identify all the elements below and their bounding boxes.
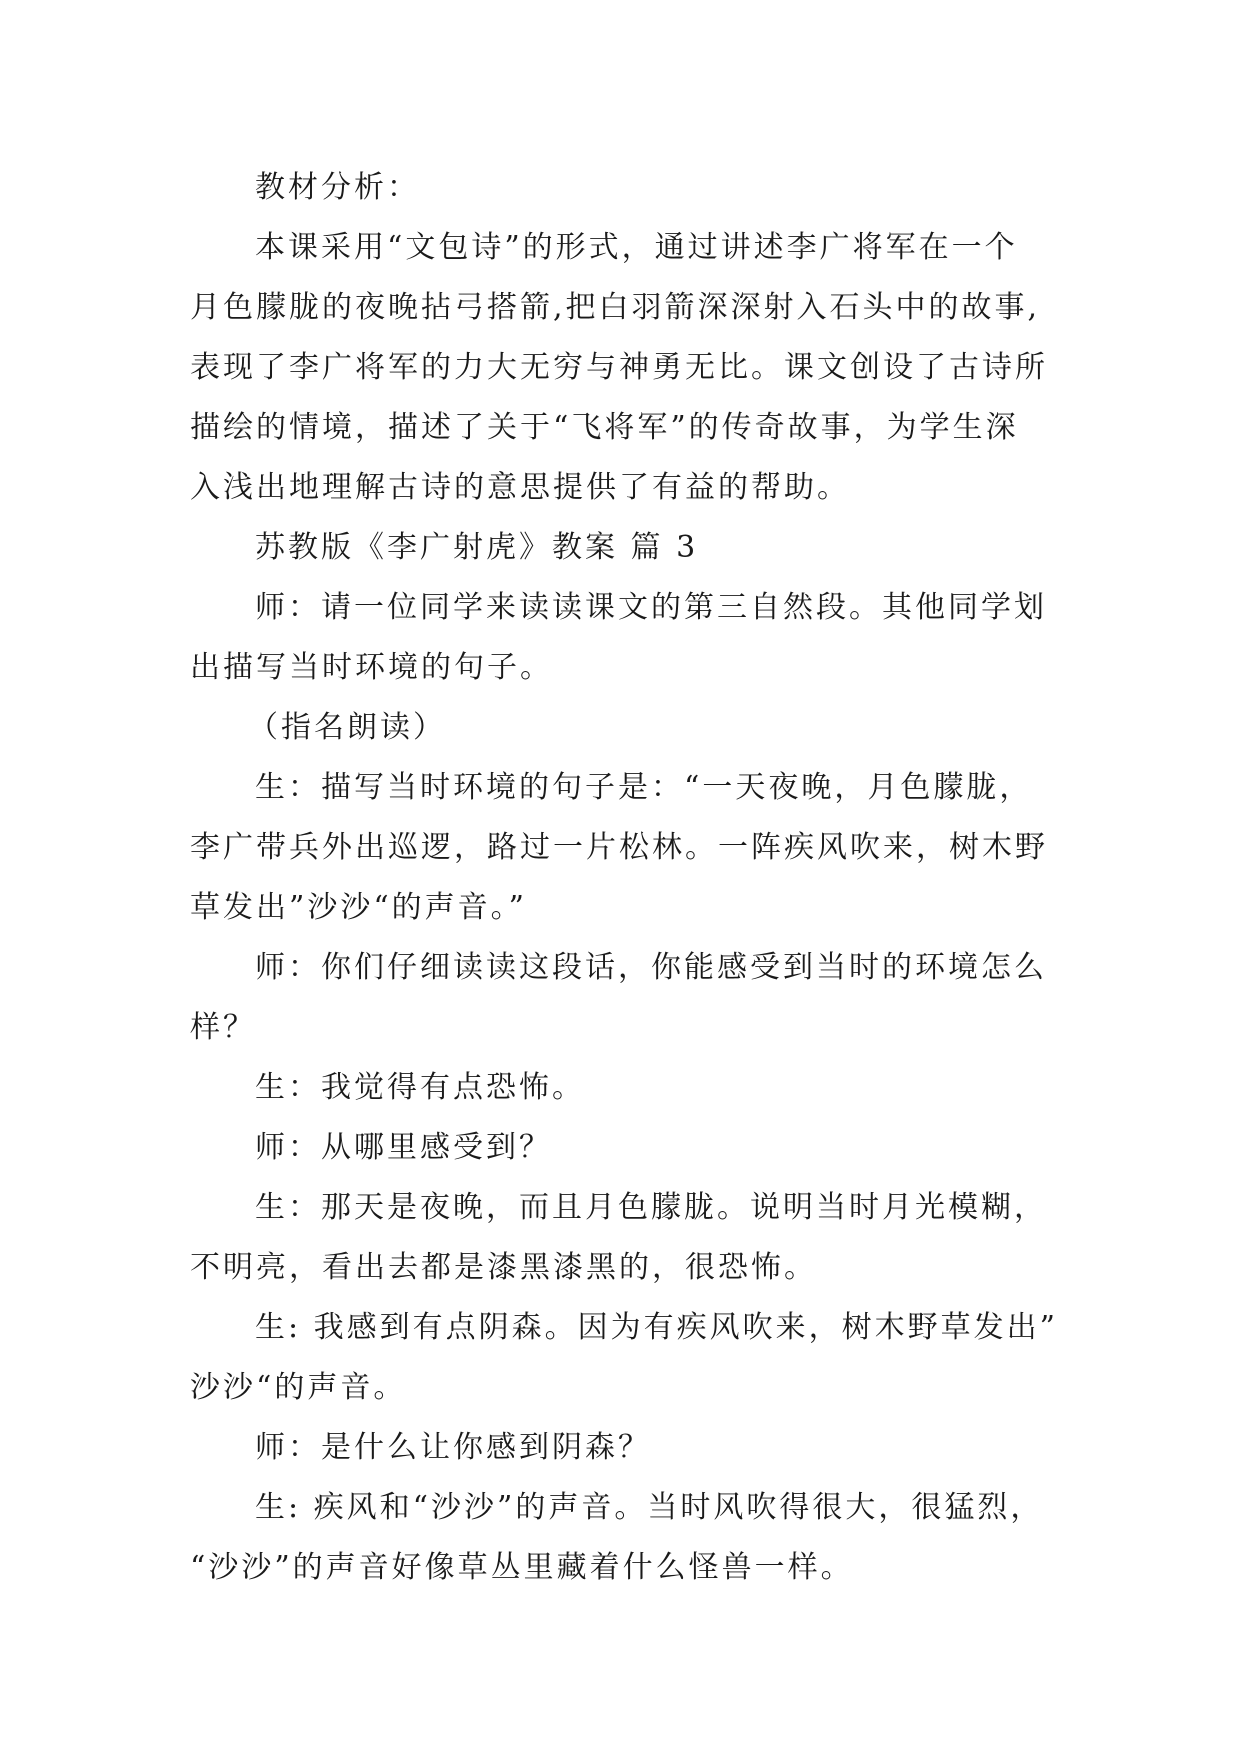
dialogue-line: 生：描写当时环境的句子是：“一天夜晚，月色朦胧， (255, 770, 1033, 805)
dialogue-line: 生：我觉得有点恐怖。 (255, 1070, 585, 1105)
dialogue-line: 师：你们仔细读读这段话，你能感受到当时的环境怎么 (255, 950, 1047, 985)
document-body (190, 158, 1090, 1598)
dialogue-line: 沙沙“的声音。 (190, 1370, 407, 1405)
dialogue-line: 出描写当时环境的句子。 (190, 650, 553, 685)
dialogue-line: 师：从哪里感受到？ (255, 1130, 552, 1165)
paragraph-line: 本课采用“文包诗”的形式，通过讲述李广将军在一个 (255, 230, 1018, 265)
dialogue-line: 不明亮，看出去都是漆黑漆黑的，很恐怖。 (190, 1250, 817, 1285)
dialogue-line: 生：那天是夜晚，而且月色朦胧。说明当时月光模糊， (255, 1190, 1047, 1225)
paragraph-line: 入浅出地理解古诗的意思提供了有益的帮助。 (190, 470, 850, 505)
paragraph-line: 描绘的情境，描述了关于“飞将军”的传奇故事，为学生深 (190, 410, 1019, 445)
section-heading-textbook-analysis: 教材分析： (255, 170, 420, 205)
dialogue-line: 师：请一位同学来读读课文的第三自然段。其他同学划 (255, 590, 1047, 625)
dialogue-line: 生: 疾风和“沙沙”的声音。当时风吹得很大，很猛烈， (255, 1490, 1044, 1525)
dialogue-line: 样？ (190, 1010, 256, 1045)
paragraph-line: 表现了李广将军的力大无穷与神勇无比。课文创设了古诗所 (190, 350, 1048, 385)
stage-direction: （指名朗读） (248, 710, 446, 745)
dialogue-line: “沙沙”的声音好像草丛里藏着什么怪兽一样。 (190, 1550, 854, 1585)
lesson-plan-title: 苏教版《李广射虎》教案 篇 3 (255, 530, 699, 565)
dialogue-line: 生: 我感到有点阴森。因为有疾风吹来，树木野草发出” (255, 1310, 1058, 1345)
dialogue-line: 师：是什么让你感到阴森？ (255, 1430, 651, 1465)
dialogue-line: 李广带兵外出巡逻，路过一片松林。一阵疾风吹来，树木野 (190, 830, 1048, 865)
paragraph-line: 月色朦胧的夜晚拈弓搭箭,把白羽箭深深射入石头中的故事, (190, 290, 1041, 325)
dialogue-line: 草发出”沙沙“的声音。” (190, 890, 528, 925)
